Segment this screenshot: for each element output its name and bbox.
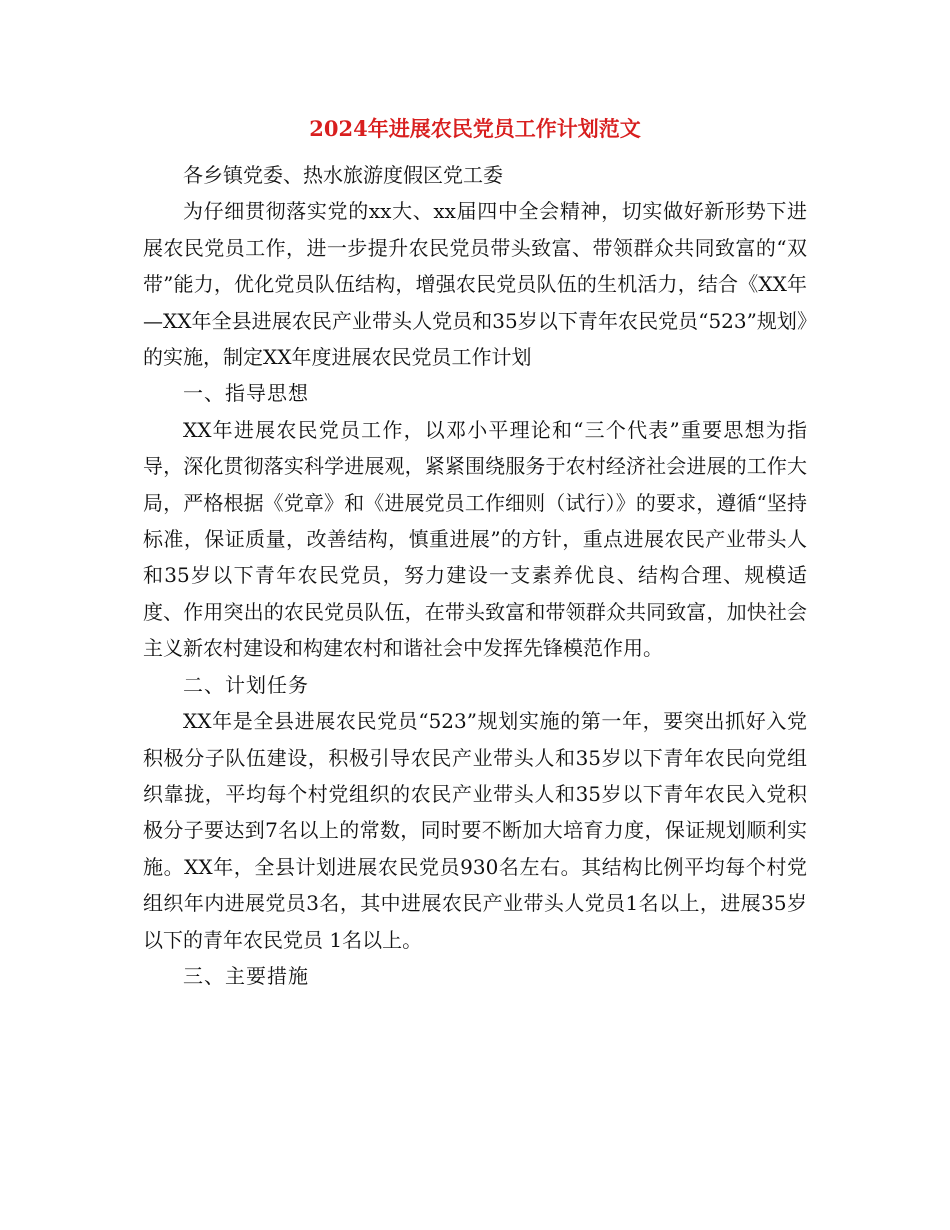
salutation-paragraph: 各乡镇党委、热水旅游度假区党工委	[183, 163, 503, 187]
document-title: 2024年进展农民党员工作计划范文	[309, 116, 641, 141]
plan-tasks-paragraph: XX年是全县进展农民党员“523”规划实施的第一年，要突出抓好入党积极分子队伍建设，积极引导农民产业带头人和35岁以下青年农民向党组织靠拢，平均每个村党组织的农民产业带头人和35岁以下青年农民入党积极分子要达到7名以上的常数，同时要不断加大培育力度，保证规划顺利实施。XX年，全县计划进展农民党员930名左右。其结构比例平均每个村党组织年内进展党员3名，其中进展农民产业带头人党员1名以上，进展35岁以下的青年农民党员 1名以上。	[143, 709, 807, 952]
section-heading-guiding-ideology: 一、指导思想	[183, 381, 309, 406]
section-heading-plan-tasks: 二、计划任务	[183, 672, 309, 697]
guiding-ideology-paragraph: XX年进展农民党员工作，以邓小平理论和“三个代表”重要思想为指导，深化贯彻落实科学进展观，紧紧围绕服务于农村经济社会进展的工作大局，严格根据《党章》和《进展党员工作细则（试行）》的要求，遵循“坚持标准，保证质量，改善结构，慎重进展”的方针，重点进展农民产业带头人和35岁以下青年农民党员，努力建设一支素养优良、结构合理、规模适度、作用突出的农民党员队伍，在带头致富和带领群众共同致富，加快社会主义新农村建设和构建农村和谐社会中发挥先锋模范作用。	[143, 417, 807, 661]
section-heading-main-measures: 三、主要措施	[183, 963, 309, 988]
intro-paragraph: 为仔细贯彻落实党的xx大、xx届四中全会精神，切实做好新形势下进展农民党员工作，进一步提升农民党员带头致富、带领群众共同致富的“双带”能力，优化党员队伍结构，增强农民党员队伍的生机活力，结合《XX年—XX年全县进展农民产业带头人党员和35岁以下青年农民党员“523”规划》的实施，制定XX年度进展农民党员工作计划	[143, 199, 807, 370]
document-body	[143, 157, 807, 994]
